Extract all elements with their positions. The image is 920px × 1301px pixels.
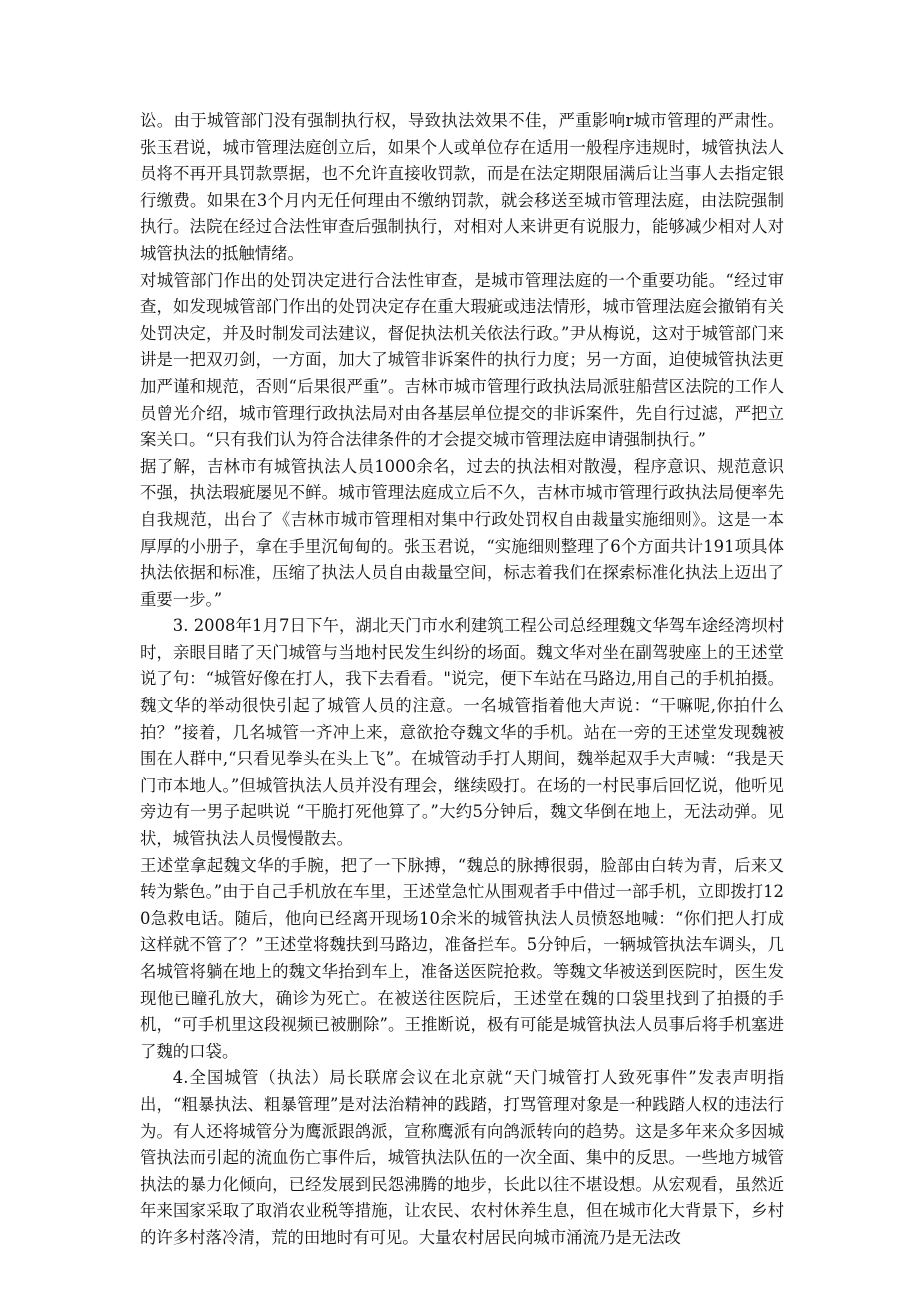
paragraph-continued: 讼。由于城管部门没有强制执行权，导致执法效果不佳，严重影响r城市管理的严肃性。张玉君说，城市管理法庭创立后，如果个人或单位存在适用一般程序违规时，城管执法人员将不再开具罚款票据，也不允许直接收罚款，而是在法定期限届满后让当事人去指定银行缴费。如果在3个月内无任何理由不缴纳罚款，就会移送至城市管理法庭，由法院强制执行。法院在经过合法性审查后强制执行，对相对人来讲更有说服力，能够减少相对人对城管执法的抵触情绪。 xyxy=(140,111,784,263)
paragraph-case-4: 4.全国城管（执法）局长联席会议在北京就“天门城管打人致死事件”发表声明指出，“粗暴执法、粗暴管理”是对法治精神的践踏，打骂管理对象是一种践踏人权的违法行为。有人还将城管分为鹰派跟鸽派，宣称鹰派有向鸽派转向的趋势。这是多年来众多因城管执法而引起的流血伤亡事件后，城管执法队伍的一次全面、集中的反思。一些地方城管执法的暴力化倾向，已经发展到民怨沸腾的地步，长此以往不堪设想。从宏观看，虽然近年来国家采取了取消农业税等措施，让农民、农村休养生息，但在城市化大背景下，乡村的许多村落冷清，荒的田地时有可见。大量农村居民向城市涌流乃是无法改 xyxy=(140,1068,784,1247)
document-body xyxy=(140,108,784,1252)
paragraph-case-3: 3. 2008年1月7日下午，湖北天门市水利建筑工程公司总经理魏文华驾车途经湾坝村时，亲眼目睹了天门城管与当地村民发生纠纷的场面。魏文华对坐在副驾驶座上的王述堂说了句：“城管好像在打人，我下去看看。"说完，便下车站在马路边,用自己的手机拍摄。魏文华的举动很快引起了城管人员的注意。一名城管指着他大声说：“干嘛呢,你拍什么拍？”接着，几名城管一齐冲上来，意欲抢夺魏文华的手机。站在一旁的王述堂发现魏被围在人群中,“只看见拳头在头上飞”。在城管动手打人期间，魏举起双手大声喊：“我是天门市本地人。”但城管执法人员并没有理会，继续殴打。在场的一村民事后回忆说，他听见旁边有一男子起哄说 “干脆打死他算了。”大约5分钟后，魏文华倒在地上，无法动弹。见状，城管执法人员慢慢散去。 xyxy=(140,616,784,849)
paragraph-jilin-standards: 据了解，吉林市有城管执法人员1000余名，过去的执法相对散漫，程序意识、规范意识不强，执法瑕疵屡见不鲜。城市管理法庭成立后不久，吉林市城市管理行政执法局便率先自我规范，出台了《吉林市城市管理相对集中行政处罚权自由裁量实施细则》。这是一本厚厚的小册子，拿在手里沉甸甸的。张玉君说，“实施细则整理了6个方面共计191项具体执法依据和标准，压缩了执法人员自由裁量空间，标志着我们在探索标准化执法上迈出了重要一步。” xyxy=(140,456,784,609)
paragraph-aftermath: 王述堂拿起魏文华的手腕，把了一下脉搏，“魏总的脉搏很弱，脸部由白转为青，后来又转为紫色。”由于自己手机放在车里，王述堂急忙从围观者手中借过一部手机，立即拨打120急救电话。随后，他向已经离开现场10余米的城管执法人员愤怒地喊：“你们把人打成这样就不管了？”王述堂将魏扶到马路边，准备拦车。5分钟后，一辆城管执法车调头，几名城管将躺在地上的魏文华抬到车上，准备送医院抢救。等魏文华被送到医院时，医生发现他已瞳孔放大，确诊为死亡。在被送往医院后，王述堂在魏的口袋里找到了拍摄的手机，“可手机里这段视频已被删除”。王推断说，极有可能是城管执法人员事后将手机塞进了魏的口袋。 xyxy=(140,855,784,1061)
paragraph-judicial-review: 对城管部门作出的处罚决定进行合法性审查，是城市管理法庭的一个重要功能。“经过审查，如发现城管部门作出的处罚决定存在重大瑕疵或违法情形，城市管理法庭会撤销有关处罚决定，并及时制发司法建议，督促执法机关依法行政。”尹从梅说，这对于城管部门来讲是一把双刃剑，一方面，加大了城管非诉案件的执行力度；另一方面，迫使城管执法更加严谨和规范，否则“后果很严重”。吉林市城市管理行政执法局派驻船营区法院的工作人员曾光介绍，城市管理行政执法局对由各基层单位提交的非诉案件，先自行过滤，严把立案关口。“只有我们认为符合法律条件的才会提交城市管理法庭申请强制执行。” xyxy=(140,270,784,450)
